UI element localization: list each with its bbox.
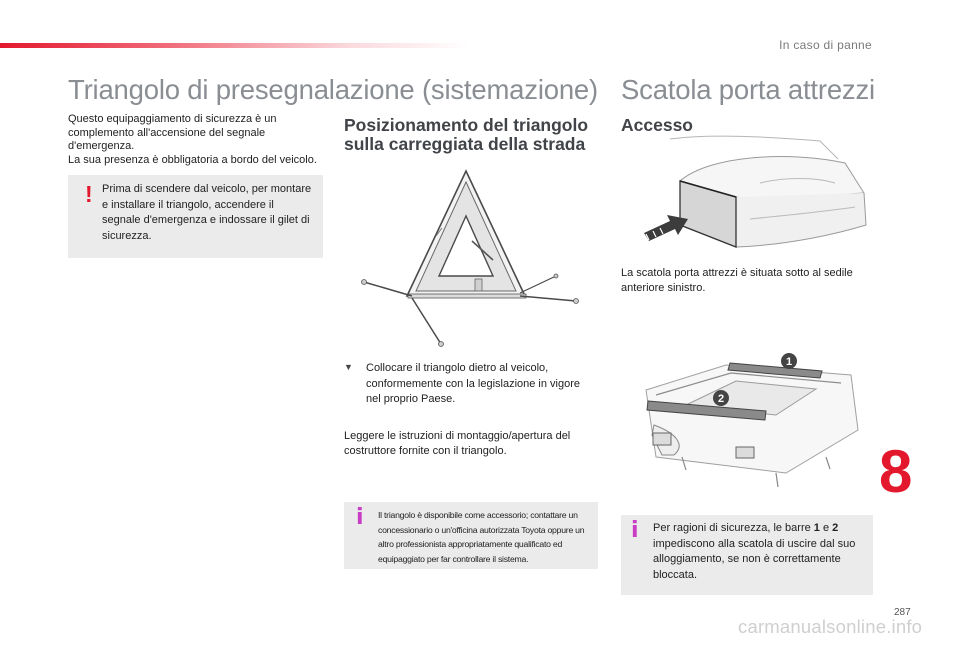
warning-triangle-illustration — [352, 168, 582, 348]
bar-ref-2: 2 — [832, 522, 839, 534]
exclamation-icon: ! — [85, 181, 93, 207]
intro-line: Questo equipaggiamento di sicurezza è un — [68, 113, 277, 125]
intro-paragraph — [68, 113, 324, 167]
info-icon: i — [356, 505, 364, 530]
seat-frame-bars-illustration — [626, 345, 866, 495]
bar-ref-1: 1 — [813, 522, 820, 534]
bullet-text: Collocare il triangolo dietro al veicolo, conformemente con la legislazione in vigore nel proprio Paese. — [366, 362, 581, 405]
bullet-arrow-icon: ▼ — [344, 362, 353, 372]
bar-label-1: 1 — [785, 356, 793, 368]
bar-label-2: 2 — [717, 393, 725, 405]
page-number: 287 — [894, 607, 911, 618]
access-heading: Accesso — [621, 115, 693, 135]
info-text-part: Per ragioni di sicurezza, le barre — [653, 522, 814, 534]
intro-line: La sua presenza è obbligatoria a bordo del veicolo. — [68, 153, 317, 166]
warning-box — [68, 175, 323, 258]
toolbox-location-text: La scatola porta attrezzi è situata sotto al sedile anteriore sinistro. — [621, 267, 853, 294]
instructions-note: Leggere le istruzioni di montaggio/apertura del costruttore fornite con il triangolo. — [344, 430, 571, 457]
seat-toolbox-illustration — [640, 133, 870, 258]
intro-line: d'emergenza. — [68, 140, 135, 152]
positioning-heading: Posizionamento del triangolo sulla carreggiata della strada — [344, 115, 589, 154]
section-label: In caso di panne — [779, 38, 872, 52]
header-accent-bar — [0, 43, 470, 48]
safety-bars-info-box — [621, 515, 873, 595]
warning-text: Prima di scendere dal veicolo, per montare e installare il triangolo, accendere il segnale d'emergenza e indossare il gilet di sicurezza. — [102, 183, 312, 242]
accessory-info-text: Il triangolo è disponibile come accessorio; contattare un concessionario o un'officina autorizzata Toyota oppure un altro professionista appropriatamente qualificato ed equipaggiato per far controllare il sistema. — [378, 510, 585, 564]
toolbox-section-title: Scatola porta attrezzi — [621, 74, 875, 105]
safety-bars-info-text — [653, 521, 863, 583]
info-text-part: e — [819, 522, 833, 534]
intro-line: complemento all'accensione del segnale — [68, 126, 266, 139]
accessory-info-box — [344, 502, 598, 569]
triangle-section-title: Triangolo di presegnalazione (sistemazione) — [68, 74, 598, 105]
watermark: carmanualsonline.info — [738, 616, 923, 637]
chapter-number: 8 — [879, 438, 913, 505]
info-text-part: impediscono alla scatola di uscire dal suo alloggiamento, se non è correttamente bloccata. — [653, 537, 856, 581]
info-icon: i — [631, 518, 639, 543]
